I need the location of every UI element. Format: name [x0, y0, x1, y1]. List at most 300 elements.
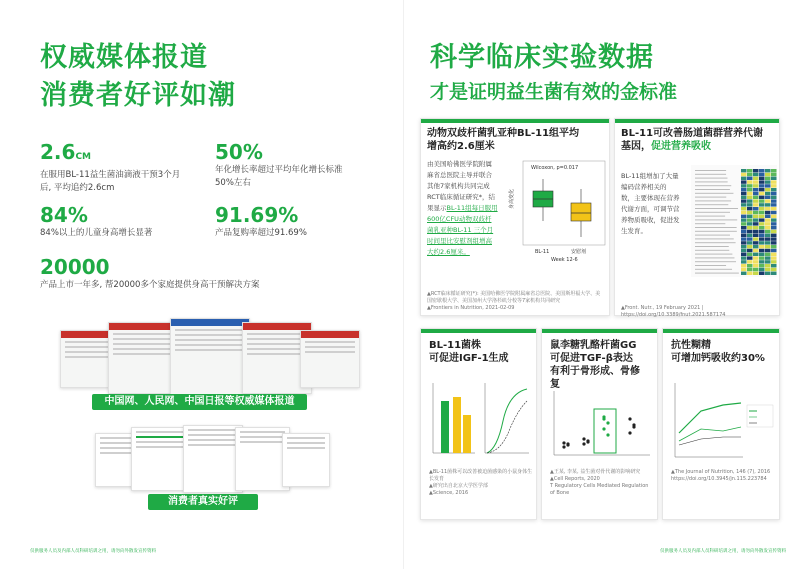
heatmap-cell	[759, 173, 765, 176]
card3-ref-line: ▲Science, 2016	[429, 490, 469, 496]
heatmap-row-label	[695, 193, 733, 194]
heatmap-cell	[741, 177, 747, 180]
heatmap-cell	[747, 245, 753, 248]
stat-2-desc-1: 年化增长率超过平均年化增长标准	[215, 165, 343, 175]
igf-bar-a	[441, 401, 449, 453]
page-divider	[403, 0, 404, 569]
card4-title-3: 有利于骨形成、骨修复	[550, 366, 640, 390]
heatmap-cell	[753, 237, 759, 240]
review-screenshot	[282, 433, 330, 487]
calcium-legend	[747, 405, 773, 427]
heatmap-row-label	[695, 238, 734, 239]
stat-block-5	[40, 255, 259, 292]
heatmap-cell	[747, 169, 753, 172]
card1-body-line: 菌乳亚种BL-11 三个月	[427, 226, 494, 234]
card2-body-line: 数，主要体现在营养	[621, 194, 680, 202]
heatmap-row-label	[695, 208, 738, 209]
heatmap-row-label	[695, 189, 730, 190]
heatmap-cell	[741, 268, 747, 271]
heatmap-cell	[771, 253, 777, 256]
heatmap-cell	[765, 177, 771, 180]
heatmap-cell	[747, 222, 753, 225]
card4-ref-line: ▲王某, 李某, 益生菌对骨代谢的影响研究	[550, 469, 641, 475]
heatmap-cell	[753, 211, 759, 214]
heatmap-cell	[753, 196, 759, 199]
heatmap-cell	[771, 245, 777, 248]
heatmap-cell	[765, 184, 771, 187]
stat-5-desc-1: 产品上市一年多, 帮20000多个家庭提供身高干预解决方案	[40, 280, 260, 290]
review-collage	[95, 425, 330, 495]
heatmap-cell	[741, 256, 747, 259]
heatmap-row-label	[695, 250, 729, 251]
heatmap-cell	[771, 180, 777, 183]
heatmap-cell	[753, 173, 759, 176]
heatmap-cell	[759, 169, 765, 172]
heatmap-cell	[765, 203, 771, 206]
heatmap-row-label	[695, 235, 730, 236]
card1-body	[427, 159, 505, 258]
stat-4-unit: %	[278, 203, 299, 227]
stat-1-desc-1: 在服用BL-11益生菌油滴液干预3个月	[40, 170, 181, 180]
stat-2-number: 50	[215, 140, 243, 164]
card-tgf-beta	[541, 328, 658, 520]
card2-title-2b: 促进营养吸收	[651, 141, 711, 152]
heatmap-cell	[741, 253, 747, 256]
card5-title-1: 抗性糊精	[671, 340, 711, 351]
heatmap-cell	[741, 180, 747, 183]
card2-title-1: BL-11可改善肠道菌群营养代谢	[621, 128, 764, 139]
heatmap-cell	[747, 230, 753, 233]
heatmap-cell	[759, 245, 765, 248]
heatmap-cell	[765, 226, 771, 229]
card1-title-2: 增高约2.6厘米	[427, 141, 495, 152]
heatmap-cell	[765, 241, 771, 244]
heatmap-cell	[741, 196, 747, 199]
stat-2-desc-2: 50%左右	[215, 178, 251, 188]
heatmap-cell	[747, 192, 753, 195]
heatmap-cell	[741, 218, 747, 221]
heatmap-cell	[765, 215, 771, 218]
heatmap-cell	[741, 226, 747, 229]
heatmap-cell	[747, 211, 753, 214]
stat-block-2	[215, 140, 343, 190]
heatmap-cell	[771, 226, 777, 229]
card1-xlabel: Week 12-6	[551, 257, 578, 263]
card2-body-line: 代谢方面，可调节营	[621, 205, 680, 213]
left-footer: 仅供服务人员及内部人员科研培训之用，请勿向外散发宣传资料	[30, 549, 156, 554]
heatmap-cell	[747, 215, 753, 218]
heatmap-cell	[759, 180, 765, 183]
heatmap-cell	[771, 199, 777, 202]
heatmap-cell	[771, 196, 777, 199]
stat-1-desc-2: 后, 平均追约2.6cm	[40, 183, 115, 193]
card2-body-line: BL-11组增加了大量	[621, 172, 679, 180]
heatmap-cell	[765, 264, 771, 267]
heatmap-cell	[771, 234, 777, 237]
heatmap-cell	[759, 215, 765, 218]
heatmap-cell	[765, 256, 771, 259]
heatmap-cell	[747, 218, 753, 221]
heatmap-cell	[747, 260, 753, 263]
heatmap-cell	[765, 199, 771, 202]
heatmap-row-label	[695, 273, 739, 274]
stat-block-3	[40, 203, 152, 240]
card1-ylabel: 身高变化	[509, 188, 515, 209]
igf-bar-c	[463, 415, 471, 453]
card1-body-line: 时间里比安慰剂组增高	[427, 237, 492, 245]
card1-note: ▲RCT临床循证研究(*): 美国哈佛医学院附属麻省总医院、美国斯坦福大学、美国密歇根大学、美国加州大学洛杉矶分校等7家机构共同研究	[427, 291, 601, 304]
heatmap-cell	[759, 241, 765, 244]
heatmap-cell	[765, 260, 771, 263]
heatmap-row-label	[695, 231, 737, 232]
heatmap-row-label	[695, 265, 726, 266]
heatmap-cell	[771, 173, 777, 176]
review-screenshot	[131, 427, 191, 491]
heatmap-row-label	[695, 219, 737, 220]
igf-curve-a	[487, 389, 527, 453]
heatmap-cell	[741, 234, 747, 237]
left-headline-1: 权威媒体报道	[40, 42, 208, 73]
dot-point	[628, 417, 631, 420]
heatmap-cell	[759, 218, 765, 221]
heatmap-row-label	[695, 174, 726, 175]
heatmap-cell	[747, 241, 753, 244]
heatmap-cell	[765, 196, 771, 199]
heatmap-cell	[759, 177, 765, 180]
heatmap-cell	[741, 237, 747, 240]
card-gene-study	[614, 118, 780, 316]
heatmap-cell	[759, 230, 765, 233]
heatmap-cell	[747, 256, 753, 259]
review-screenshot	[183, 425, 243, 493]
card3-refs	[429, 469, 533, 497]
highlight-box	[594, 409, 616, 453]
heatmap-cell	[741, 211, 747, 214]
heatmap-cell	[759, 207, 765, 210]
stat-5-number: 20000	[40, 255, 110, 279]
heatmap-row-label	[695, 254, 732, 255]
heatmap-cell	[741, 173, 747, 176]
news-screenshot	[170, 318, 250, 398]
heatmap-cell	[753, 192, 759, 195]
heatmap-row-label	[695, 181, 728, 182]
heatmap-cell	[753, 230, 759, 233]
card1-title-1: 动物双歧杆菌乳亚种BL-11组平均	[427, 128, 580, 139]
card-height-study	[420, 118, 610, 316]
dot-point	[562, 441, 565, 444]
card4-title-1: 鼠李糖乳酪杆菌GG	[550, 340, 637, 351]
heatmap-row-label	[695, 261, 736, 262]
heatmap-cell	[771, 184, 777, 187]
heatmap-cell	[771, 203, 777, 206]
heatmap-cell	[747, 177, 753, 180]
card-calcium	[662, 328, 780, 520]
heatmap-cell	[759, 211, 765, 214]
heatmap-row-label	[695, 242, 736, 243]
media-ribbon: 中国网、人民网、中国日报等权威媒体报道	[92, 394, 307, 410]
left-headline-2: 消费者好评如潮	[40, 80, 236, 111]
heatmap-cell	[771, 230, 777, 233]
heatmap-cell	[753, 234, 759, 237]
heatmap-cell	[753, 218, 759, 221]
heatmap-cell	[753, 268, 759, 271]
news-screenshot	[300, 330, 360, 388]
heatmap-cell	[753, 249, 759, 252]
heatmap-cell	[741, 199, 747, 202]
heatmap-cell	[771, 241, 777, 244]
heatmap-cell	[765, 211, 771, 214]
heatmap-cell	[759, 188, 765, 191]
heatmap-cell	[759, 234, 765, 237]
heatmap-cell	[771, 256, 777, 259]
stat-4-number: 91.69	[215, 203, 279, 227]
heatmap-cell	[753, 264, 759, 267]
heatmap-cell	[753, 180, 759, 183]
card-igf1	[420, 328, 537, 520]
card5-title-2: 可增加钙吸收约30%	[671, 353, 765, 364]
heatmap-cell	[753, 169, 759, 172]
card1-body-line: 麻省总医院主导并联合	[427, 171, 492, 179]
card2-body-line: 养物质吸收，促进发	[621, 216, 680, 224]
heatmap-cell	[771, 237, 777, 240]
heatmap-cell	[753, 222, 759, 225]
news-screenshot	[108, 322, 178, 394]
heatmap-row-label	[695, 216, 725, 217]
heatmap-cell	[747, 272, 753, 275]
card1-boxplot	[509, 159, 607, 263]
heatmap-cell	[771, 207, 777, 210]
card3-title-2: 可促进IGF-1生成	[429, 353, 509, 364]
heatmap-cell	[759, 253, 765, 256]
heatmap-row-label	[695, 227, 737, 228]
heatmap-cell	[765, 180, 771, 183]
heatmap-cell	[759, 196, 765, 199]
heatmap-cell	[753, 184, 759, 187]
card3-title-1: BL-11菌株	[429, 340, 482, 351]
card1-body-line: RCT临床循证研究*，结	[427, 193, 495, 201]
card4-title-2: 可促进TGF-β表达	[550, 353, 633, 364]
heatmap-cell	[765, 207, 771, 210]
heatmap-cell	[771, 272, 777, 275]
heatmap-cell	[741, 230, 747, 233]
heatmap-cell	[759, 226, 765, 229]
card1-stat-label: Wilcoxon, p=0.017	[531, 165, 579, 171]
dot-point	[602, 417, 605, 420]
heatmap-cell	[765, 234, 771, 237]
stat-block-4	[215, 203, 307, 240]
heatmap-cell	[753, 226, 759, 229]
heatmap-cell	[771, 260, 777, 263]
heatmap-cell	[759, 184, 765, 187]
box-placebo	[571, 203, 591, 221]
review-ribbon: 消费者真实好评	[148, 494, 258, 510]
heatmap-cell	[741, 215, 747, 218]
stat-1-number: 2.6	[40, 140, 76, 164]
heatmap-cell	[765, 192, 771, 195]
card5-refs	[671, 469, 775, 483]
stat-4-desc-1: 产品复购率超过91.69%	[215, 228, 307, 238]
heatmap-cell	[765, 169, 771, 172]
card1-highlight: BL-11组每日服用	[446, 204, 498, 212]
dot-point	[562, 445, 565, 448]
card1-xtick: BL-11	[535, 249, 550, 255]
heatmap-cell	[771, 188, 777, 191]
heatmap-cell	[741, 192, 747, 195]
dot-point	[606, 421, 609, 424]
heatmap-row-label	[695, 185, 731, 186]
dot-point	[628, 431, 631, 434]
heatmap-row-label	[695, 223, 725, 224]
card1-ref: ▲Frontiers in Nutrition, 2021-02-09	[427, 305, 515, 311]
dot-point	[632, 425, 635, 428]
heatmap-cell	[765, 272, 771, 275]
heatmap-cell	[765, 218, 771, 221]
heatmap-cell	[765, 268, 771, 271]
stat-1-unit: CM	[75, 152, 91, 162]
igf-bar-b	[453, 397, 461, 453]
heatmap-cell	[759, 237, 765, 240]
heatmap-cell	[753, 177, 759, 180]
heatmap-cell	[759, 268, 765, 271]
heatmap-row-label	[695, 257, 734, 258]
heatmap-cell	[753, 245, 759, 248]
heatmap-cell	[771, 268, 777, 271]
heatmap-cell	[747, 249, 753, 252]
media-collage	[60, 318, 360, 400]
heatmap-cell	[747, 199, 753, 202]
calcium-series-b	[679, 427, 741, 441]
heatmap-cell	[753, 256, 759, 259]
heatmap-cell	[747, 196, 753, 199]
heatmap-cell	[771, 264, 777, 267]
dot-point	[606, 433, 609, 436]
dot-point	[602, 427, 605, 430]
heatmap-cell	[765, 253, 771, 256]
heatmap-row-label	[695, 178, 727, 179]
heatmap-cell	[741, 272, 747, 275]
card1-body-line: 600亿CFU动物双歧杆	[427, 215, 492, 223]
card2-body-line: 生发育。	[621, 227, 647, 235]
stat-block-1	[40, 140, 180, 195]
heatmap-row-label	[695, 269, 732, 270]
heatmap-row-label	[695, 212, 730, 213]
card4-ref-line: T Regulatory Cells Mediated Regulation of Bone	[550, 483, 649, 496]
heatmap-cell	[759, 192, 765, 195]
stat-3-unit: %	[67, 203, 88, 227]
heatmap-cell	[741, 241, 747, 244]
heatmap-cell	[747, 184, 753, 187]
heatmap-cell	[747, 264, 753, 267]
stat-2-unit: %	[242, 140, 263, 164]
heatmap-cell	[753, 272, 759, 275]
heatmap-cell	[741, 203, 747, 206]
heatmap-cell	[759, 249, 765, 252]
card1-body-line: 果显示	[427, 204, 447, 212]
heatmap-cell	[771, 218, 777, 221]
card4-refs	[550, 469, 654, 497]
heatmap-cell	[753, 253, 759, 256]
heatmap-cell	[765, 173, 771, 176]
dot-point	[582, 442, 585, 445]
heatmap-cell	[753, 207, 759, 210]
heatmap-cell	[741, 249, 747, 252]
heatmap-cell	[759, 256, 765, 259]
dot-point	[582, 437, 585, 440]
heatmap-cell	[759, 222, 765, 225]
heatmap-cell	[753, 260, 759, 263]
heatmap-cell	[747, 226, 753, 229]
card1-body-line: 由美国哈佛医学院附属	[427, 160, 492, 168]
heatmap-row-label	[695, 246, 729, 247]
heatmap-row-label	[695, 200, 731, 201]
heatmap-cell	[753, 199, 759, 202]
heatmap-cell	[741, 184, 747, 187]
heatmap-cell	[771, 249, 777, 252]
heatmap-cell	[747, 203, 753, 206]
heatmap-cell	[771, 192, 777, 195]
card2-title-2a: 基因，	[621, 141, 651, 152]
heatmap-cell	[747, 253, 753, 256]
card1-body-line: 其他7家机构共同完成	[427, 182, 490, 190]
card2-heatmap	[691, 165, 777, 277]
heatmap-row-label	[695, 170, 726, 171]
heatmap-cell	[741, 188, 747, 191]
heatmap-cell	[747, 180, 753, 183]
card1-xtick: 安慰剂	[571, 249, 587, 255]
card4-ref-line: ▲Cell Reports, 2020	[550, 476, 600, 482]
card3-charts	[429, 381, 531, 463]
card5-linechart	[671, 381, 775, 467]
right-headline-2: 才是证明益生菌有效的金标准	[430, 81, 678, 103]
heatmap-cell	[759, 272, 765, 275]
heatmap-cell	[759, 199, 765, 202]
heatmap-cell	[771, 211, 777, 214]
heatmap-cell	[765, 230, 771, 233]
heatmap-cell	[747, 188, 753, 191]
card2-body	[621, 171, 689, 237]
heatmap-cell	[765, 245, 771, 248]
heatmap-cell	[765, 237, 771, 240]
heatmap-cell	[771, 177, 777, 180]
card2-body-line: 编码营养相关的	[621, 183, 667, 191]
heatmap-row-label	[695, 197, 726, 198]
heatmap-cell	[747, 268, 753, 271]
heatmap-cell	[759, 264, 765, 267]
right-footer: 仅供服务人员及内部人员科研培训之用，请勿向外散发宣传资料	[660, 549, 786, 554]
heatmap-cell	[765, 188, 771, 191]
card3-ref-line: ▲研究出自北京大学医学部	[429, 483, 488, 489]
calcium-series-a	[679, 403, 741, 433]
heatmap-cell	[753, 241, 759, 244]
heatmap-cell	[759, 260, 765, 263]
heatmap-cell	[747, 234, 753, 237]
heatmap-row-label	[695, 204, 728, 205]
card4-dotplot	[550, 389, 652, 463]
heatmap-cell	[771, 222, 777, 225]
heatmap-cell	[747, 207, 753, 210]
heatmap-cell	[741, 245, 747, 248]
heatmap-cell	[753, 215, 759, 218]
dot-point	[566, 442, 569, 445]
heatmap-cell	[753, 188, 759, 191]
right-headline-1: 科学临床实验数据	[430, 42, 654, 73]
heatmap-cell	[747, 237, 753, 240]
stat-3-number: 84	[40, 203, 68, 227]
stat-3-desc-1: 84%以上的儿童身高增长显著	[40, 228, 153, 238]
heatmap-cell	[741, 207, 747, 210]
heatmap-cell	[765, 222, 771, 225]
heatmap-cell	[771, 169, 777, 172]
